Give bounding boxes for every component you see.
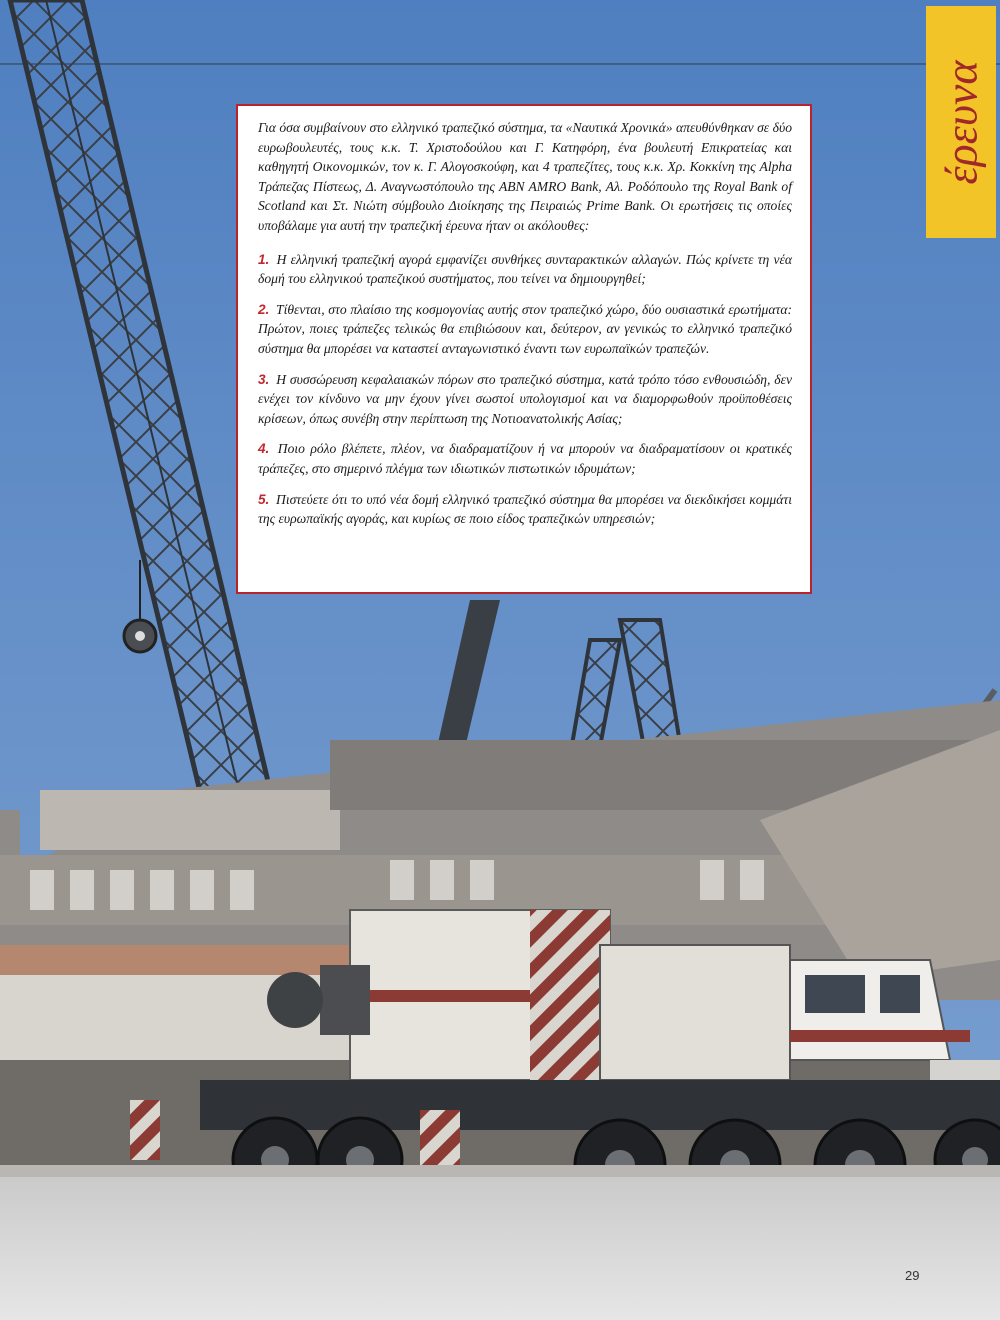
question-number: 2.	[258, 301, 270, 317]
question-number: 3.	[258, 371, 270, 387]
question-item	[258, 490, 792, 529]
question-text: Η συσσώρευση κεφαλαιακών πόρων στο τραπεζικό σύστημα, κατά τρόπο τόσο ενθουσιώδη, δεν ενέχει τον κίνδυνο να μην έχουν γίνει σωστοί υπολογισμοί και να διαμορφωθούν προϋποθέσεις κρίσεων, όπως συνέβη στην περίπτωση της Νοτιοανατολικής Ασίας;	[258, 371, 792, 426]
question-number: 5.	[258, 491, 270, 507]
question-item	[258, 370, 792, 429]
question-text: Ποιο ρόλο βλέπετε, πλέον, να διαδραματίζουν ή να μπορούν να διαδραματίσουν οι κρατικές τράπεζες, στο σημερινό πλέγμα των ιδιωτικών πιστωτικών ιδρυμάτων;	[258, 441, 793, 476]
question-number: 4.	[258, 441, 270, 457]
section-tab	[926, 6, 996, 238]
question-item	[258, 250, 792, 289]
section-label: έρευνα	[935, 59, 987, 185]
question-text: Η ελληνική τραπεζική αγορά εμφανίζει συνθήκες συνταρακτικών αλλαγών. Πώς κρίνετε τη νέα δομή του ελληνικού τραπεζικού συστήματος, που τείνει να δημιουργηθεί;	[258, 251, 792, 287]
intro-paragraph: Για όσα συμβαίνουν στο ελληνικό τραπεζικό σύστημα, τα «Ναυτικά Χρονικά» απευθύνθηκαν σε δύο ευρωβουλευτές, τους κ.κ. Τ. Χριστοδούλου και Γ. Κατηφόρη, ένα βουλευτή Επικρατείας και καθηγητή Οικονομικών, τον κ. Γ. Αλογοσκούφη, και 4 τραπεζίτες, τους κ.κ. Χρ. Κοκκίνη της Alpha Τράπεζας Πίστεως, Δ. Αναγνωστόπουλο της ABN AMRO Bank, Αλ. Ροδόπουλο της Royal Bank of Scotland και Στ. Νιώτη σύμβουλο Διοίκησης της Πειραιώς Prime Bank. Οι ερωτήσεις τις οποίες υποβάλαμε για αυτή την τραπεζική έρευνα ήταν οι ακόλουθες:	[258, 120, 792, 233]
survey-text-box	[236, 104, 812, 594]
question-number: 1.	[258, 251, 270, 267]
question-text: Πιστεύετε ότι το υπό νέα δομή ελληνικό τραπεζικό σύστημα θα μπορέσει να διεκδικήσει κομμάτι της ευρωπαϊκής αγοράς, και κυρίως σε ποιο είδος τραπεζικών υπηρεσιών;	[258, 491, 792, 527]
page-number: 29	[905, 1268, 920, 1283]
question-item	[258, 439, 792, 478]
question-text: Τίθενται, στο πλαίσιο της κοσμογονίας αυτής στον τραπεζικό χώρο, δύο ουσιαστικά ερωτήματα: Πρώτον, ποιες τράπεζες τελικώς θα επιβιώσουν και, δεύτερον, αν γενικώς το ελληνικό τραπεζικό σύστημα θα μπορέσει να καταστεί ανταγωνιστικό έναντι των ευρωπαϊκών τραπεζών.	[258, 301, 792, 356]
question-item	[258, 300, 792, 359]
